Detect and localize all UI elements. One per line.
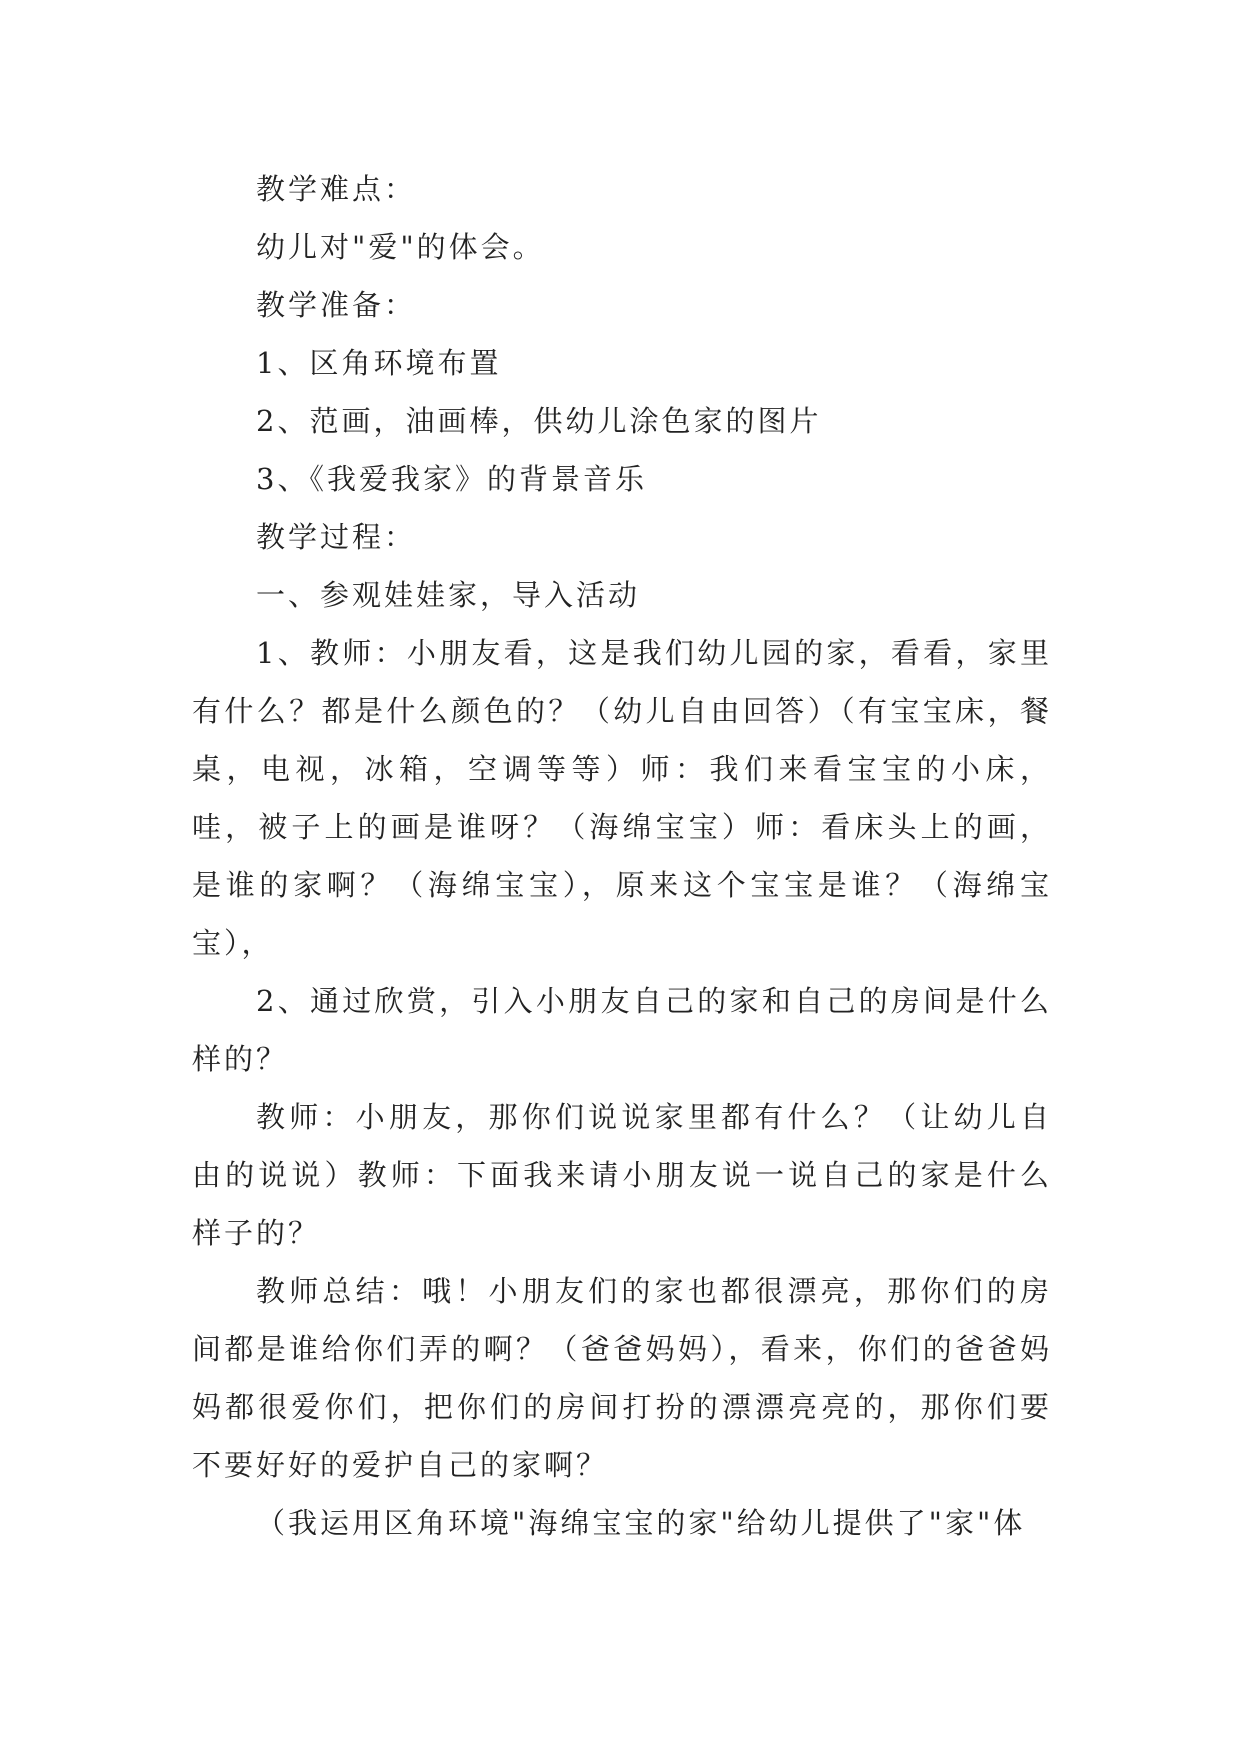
preparation-item-1: 1、区角环境布置 — [256, 346, 502, 380]
teacher-summary-paragraph: 教师总结：哦！小朋友们的家也都很漂亮，那你们的房间都是谁给你们弄的啊？（爸爸妈妈），看来，你们的爸爸妈妈都很爱你们，把你们的房间打扮的漂漂亮亮的，那你们要不要好好的爱护自己的家啊？ — [192, 1274, 1052, 1482]
difficulty-text: 幼儿对"爱"的体会。 — [256, 230, 545, 264]
process-step-1-paragraph: 1、教师：小朋友看，这是我们幼儿园的家，看看，家里有什么？都是什么颜色的？（幼儿自由回答）（有宝宝床，餐桌，电视，冰箱，空调等等）师：我们来看宝宝的小床，哇，被子上的画是谁呀？（海绵宝宝）师：看床头上的画，是谁的家啊？（海绵宝宝），原来这个宝宝是谁？（海绵宝宝）， — [192, 636, 1052, 960]
reflection-paragraph: （我运用区角环境"海绵宝宝的家"给幼儿提供了"家"体 — [256, 1506, 1026, 1540]
heading-teaching-process: 教学过程： — [256, 520, 417, 554]
preparation-item-3: 3、《我爱我家》的背景音乐 — [256, 462, 647, 496]
process-step-2-paragraph: 2、通过欣赏，引入小朋友自己的家和自己的房间是什么样的？ — [192, 984, 1052, 1076]
document-body — [192, 160, 1052, 1552]
teacher-question-paragraph: 教师：小朋友，那你们说说家里都有什么？（让幼儿自由的说说）教师：下面我来请小朋友说一说自己的家是什么样子的？ — [192, 1100, 1052, 1250]
preparation-item-2: 2、范画，油画棒，供幼儿涂色家的图片 — [256, 404, 822, 438]
process-section-1-title: 一、参观娃娃家，导入活动 — [256, 578, 641, 612]
heading-teaching-preparation: 教学准备： — [256, 288, 417, 322]
heading-teaching-difficulty: 教学难点： — [256, 172, 417, 206]
